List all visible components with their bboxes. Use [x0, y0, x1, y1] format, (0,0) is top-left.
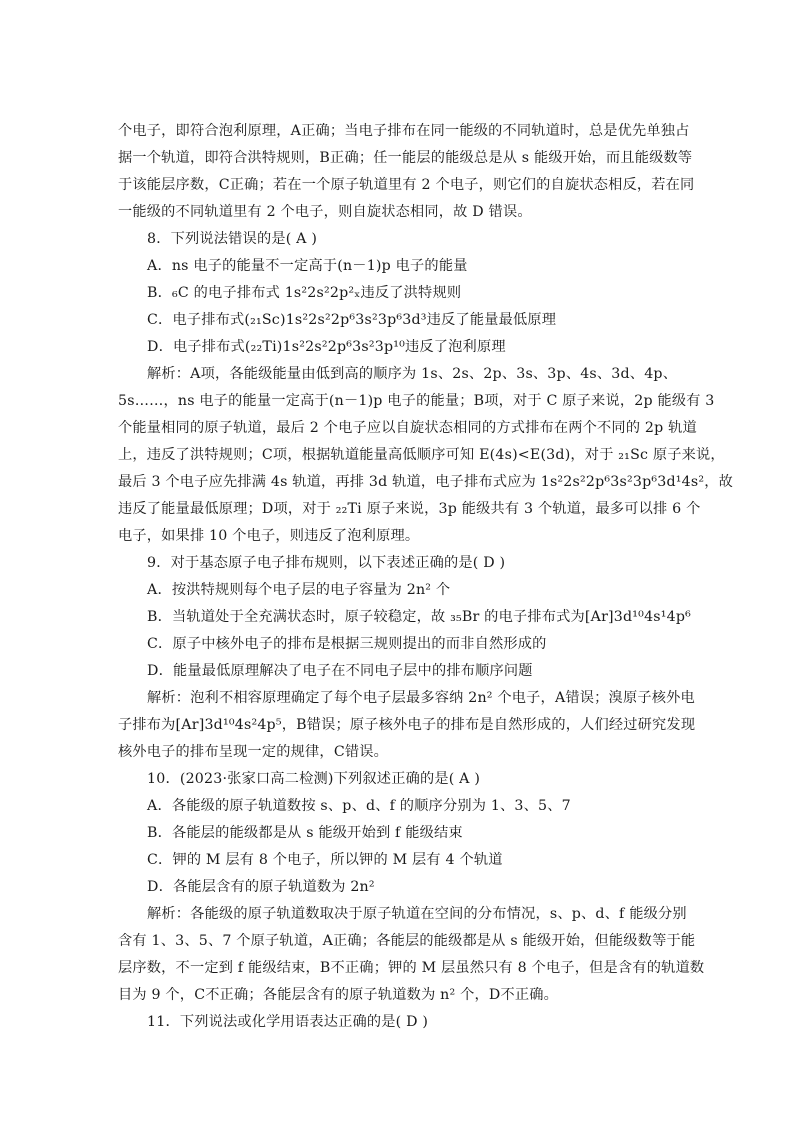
analysis-8-line: 最后 3 个电子应先排满 4s 轨道，再排 3d 轨道，电子排布式应为 1s²2s²2p⁶3s²3p⁶3d¹4s²，故 [118, 474, 734, 490]
text-line: 据一个轨道，即符合洪特规则，B正确；任一能层的能级总是从 s 能级开始，而且能级数等 [118, 150, 693, 166]
question-10-option-d: D．各能层含有的原子轨道数为 2n² [147, 879, 375, 895]
question-9-option-a: A．按洪特规则每个电子层的电子容量为 2n² 个 [147, 582, 451, 598]
question-10-option-b: B．各能层的能级都是从 s 能级开始到 f 能级结束 [147, 825, 463, 841]
analysis-9-line: 解析：泡利不相容原理确定了每个电子层最多容纳 2n² 个电子，A错误；溴原子核外电 [147, 690, 695, 706]
analysis-9-line: 子排布为[Ar]3d¹⁰4s²4p⁵，B错误；原子核外电子的排布是自然形成的，人们经过研究发现 [118, 717, 696, 733]
question-8-option-c: C．电子排布式(₂₁Sc)1s²2s²2p⁶3s²3p⁶3d³违反了能量最低原理 [147, 312, 557, 328]
analysis-8-line: 5s……，ns 电子的能量一定高于(n－1)p 电子的能量；B项，对于 C 原子来说，2p 能级有 3 [118, 393, 715, 409]
question-9-option-b: B．当轨道处于全充满状态时，原子较稳定，故 ₃₅Br 的电子排布式为[Ar]3d¹⁰4s¹4p⁶ [147, 609, 692, 625]
analysis-10-line: 解析：各能级的原子轨道数取决于原子轨道在空间的分布情况，s、p、d、f 能级分别 [147, 906, 687, 922]
text-line: 于该能层序数，C正确；若在一个原子轨道里有 2 个电子，则它们的自旋状态相反，若在同 [118, 177, 695, 193]
analysis-10-line: 层序数，不一定到 f 能级结束，B不正确；钾的 M 层虽然只有 8 个电子，但是含有的轨道数 [118, 960, 705, 976]
question-10-stem: 10．(2023·张家口高二检测)下列叙述正确的是( A ) [147, 771, 481, 787]
question-9-stem: 9．对于基态原子电子排布规则，以下表述正确的是( D ) [147, 555, 506, 571]
analysis-8-line: 电子，如果排 10 个电子，则违反了泡利原理。 [118, 528, 420, 544]
analysis-9-line: 核外电子的排布呈现一定的规律，C错误。 [118, 744, 389, 760]
question-8-option-d: D．电子排布式(₂₂Ti)1s²2s²2p⁶3s²3p¹⁰违反了泡利原理 [147, 339, 506, 355]
text-line: 个电子，即符合泡利原理，A正确；当电子排布在同一能级的不同轨道时，总是优先单独占 [118, 123, 690, 139]
question-11-stem: 11．下列说法或化学用语表达正确的是( D ) [147, 1014, 429, 1030]
question-10-option-c: C．钾的 M 层有 8 个电子，所以钾的 M 层有 4 个轨道 [147, 852, 503, 868]
analysis-8-line: 个能量相同的原子轨道，最后 2 个电子应以自旋状态相同的方式排布在两个不同的 2p 轨道 [118, 420, 697, 436]
analysis-8-line: 解析：A项，各能级能量由低到高的顺序为 1s、2s、2p、3s、3p、4s、3d、4p、 [147, 366, 678, 382]
question-8-stem: 8．下列说法错误的是( A ) [147, 231, 318, 247]
question-8-option-b: B．₆C 的电子排布式 1s²2s²2p²ₓ违反了洪特规则 [147, 285, 462, 301]
question-9-option-d: D．能量最低原理解决了电子在不同电子层中的排布顺序问题 [147, 663, 533, 679]
question-9-option-c: C．原子中核外电子的排布是根据三规则提出的而非自然形成的 [147, 636, 547, 652]
question-10-option-a: A．各能级的原子轨道数按 s、p、d、f 的顺序分别为 1、3、5、7 [147, 798, 571, 814]
text-line: 一能级的不同轨道里有 2 个电子，则自旋状态相同，故 D 错误。 [118, 204, 532, 220]
analysis-10-line: 含有 1、3、5、7 个原子轨道，A正确；各能层的能级都是从 s 能级开始，但能级数等于能 [118, 933, 696, 949]
question-8-option-a: A．ns 电子的能量不一定高于(n－1)p 电子的能量 [147, 258, 468, 274]
analysis-10-line: 目为 9 个，C不正确；各能层含有的原子轨道数为 n² 个，D不正确。 [118, 987, 558, 1003]
analysis-8-line: 上，违反了洪特规则；C项，根据轨道能量高低顺序可知 E(4s)<E(3d)，对于 ₂₁Sc 原子来说， [118, 447, 725, 463]
analysis-8-line: 违反了能量最低原理；D项，对于 ₂₂Ti 原子来说，3p 能级共有 3 个轨道，最多可以排 6 个 [118, 501, 701, 517]
